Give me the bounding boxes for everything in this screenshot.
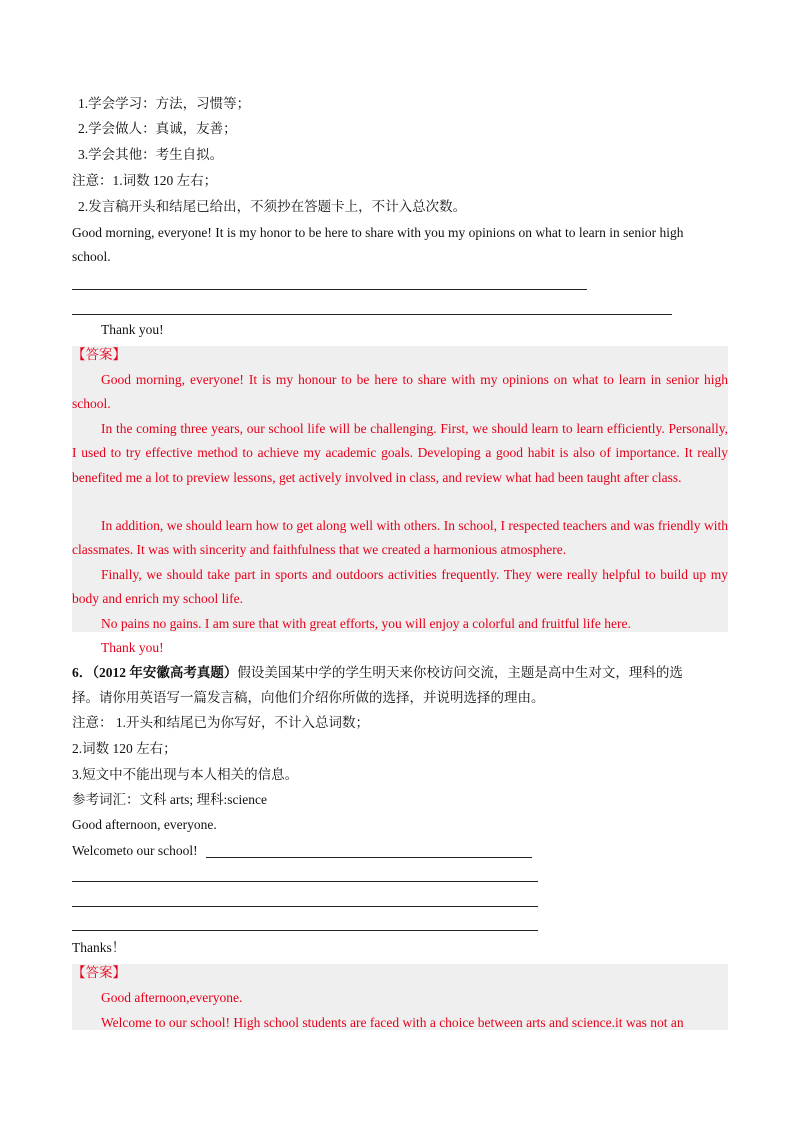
- answer-blank-line: [72, 881, 538, 882]
- q6-vocab: 参考词汇：文科 arts; 理科:science: [72, 792, 267, 807]
- q6-prompt-1: 假设美国某中学的学生明天来你校访问交流，主题是高中生对文，理科的选: [237, 665, 683, 680]
- q5-closing: Thank you!: [101, 322, 164, 337]
- q6-note-1: 注意： 1.开头和结尾已为你写好，不计入总词数；: [72, 715, 369, 730]
- answer-tag-6: 【答案】: [72, 965, 126, 980]
- q6-number: 6．: [72, 665, 93, 680]
- q5-item-3: 3.学会其他：考生自拟。: [78, 147, 224, 162]
- answer5-paragraph-5: No pains no gains. I am sure that with great efforts, you will enjoy a colorful and fruitful life here.: [101, 616, 631, 631]
- answer-tag-5: 【答案】: [72, 347, 126, 362]
- q5-opening-line-2: school.: [72, 249, 111, 264]
- q6-welcome: Welcometo our school!: [72, 843, 198, 858]
- answer-blank-line: [72, 289, 587, 290]
- answer5-paragraph-3: In addition, we should learn how to get along well with others. In school, I respected teachers and was friendly with classmates. It was with sincerity and faithfulness that we created a harmonious atmosphere.: [72, 518, 728, 558]
- answer-blank-line: [72, 930, 538, 931]
- q6-thanks: Thanks！: [72, 940, 126, 955]
- answer5-closing: Thank you!: [101, 640, 164, 655]
- q5-note-1: 注意：1.词数 120 左右；: [72, 173, 218, 188]
- q6-greeting: Good afternoon, everyone.: [72, 817, 217, 832]
- q5-opening-line-1: Good morning, everyone! It is my honor to be here to share with you my opinions on what to learn in senior high: [72, 225, 684, 240]
- answer-blank-line: [72, 314, 672, 315]
- answer-blank-line: [72, 906, 538, 907]
- answer5-paragraph-1: Good morning, everyone! It is my honour to be here to share with my opinions on what to learn in senior high school.: [72, 372, 728, 412]
- q6-note-2: 2.词数 120 左右；: [72, 741, 177, 756]
- answer-blank-line: [206, 857, 532, 858]
- answer5-paragraph-4: Finally, we should take part in sports and outdoors activities frequently. They were really helpful to build up my body and enrich my school life.: [72, 567, 728, 607]
- answer5-paragraph-2: In the coming three years, our school life will be challenging. First, we should learn to learn efficiently. Personally, I used to try effective method to achieve my academic goals. Developing a good habit is also of importance. It really benefited me a lot to preview lessons, get actively involved in class, and review what had been taught after class.: [72, 421, 728, 485]
- answer6-line-2: Welcome to our school! High school students are faced with a choice between arts and science.it was not an: [101, 1015, 684, 1030]
- q5-item-2: 2.学会做人：真诚，友善；: [78, 121, 237, 136]
- q6-prompt-line-2: 择。请你用英语写一篇发言稿，向他们介绍你所做的选择，并说明选择的理由。: [72, 690, 545, 705]
- answer6-greeting: Good afternoon,everyone.: [101, 990, 243, 1005]
- q5-item-1: 1.学会学习：方法，习惯等；: [78, 96, 251, 111]
- q6-note-3: 3.短文中不能出现与本人相关的信息。: [72, 767, 299, 782]
- q6-prompt-line-1: [72, 663, 683, 683]
- q6-source: （2012 年安徽高考真题）: [92, 665, 238, 680]
- q5-note-2: 2.发言稿开头和结尾已给出，不须抄在答题卡上，不计入总次数。: [78, 199, 467, 214]
